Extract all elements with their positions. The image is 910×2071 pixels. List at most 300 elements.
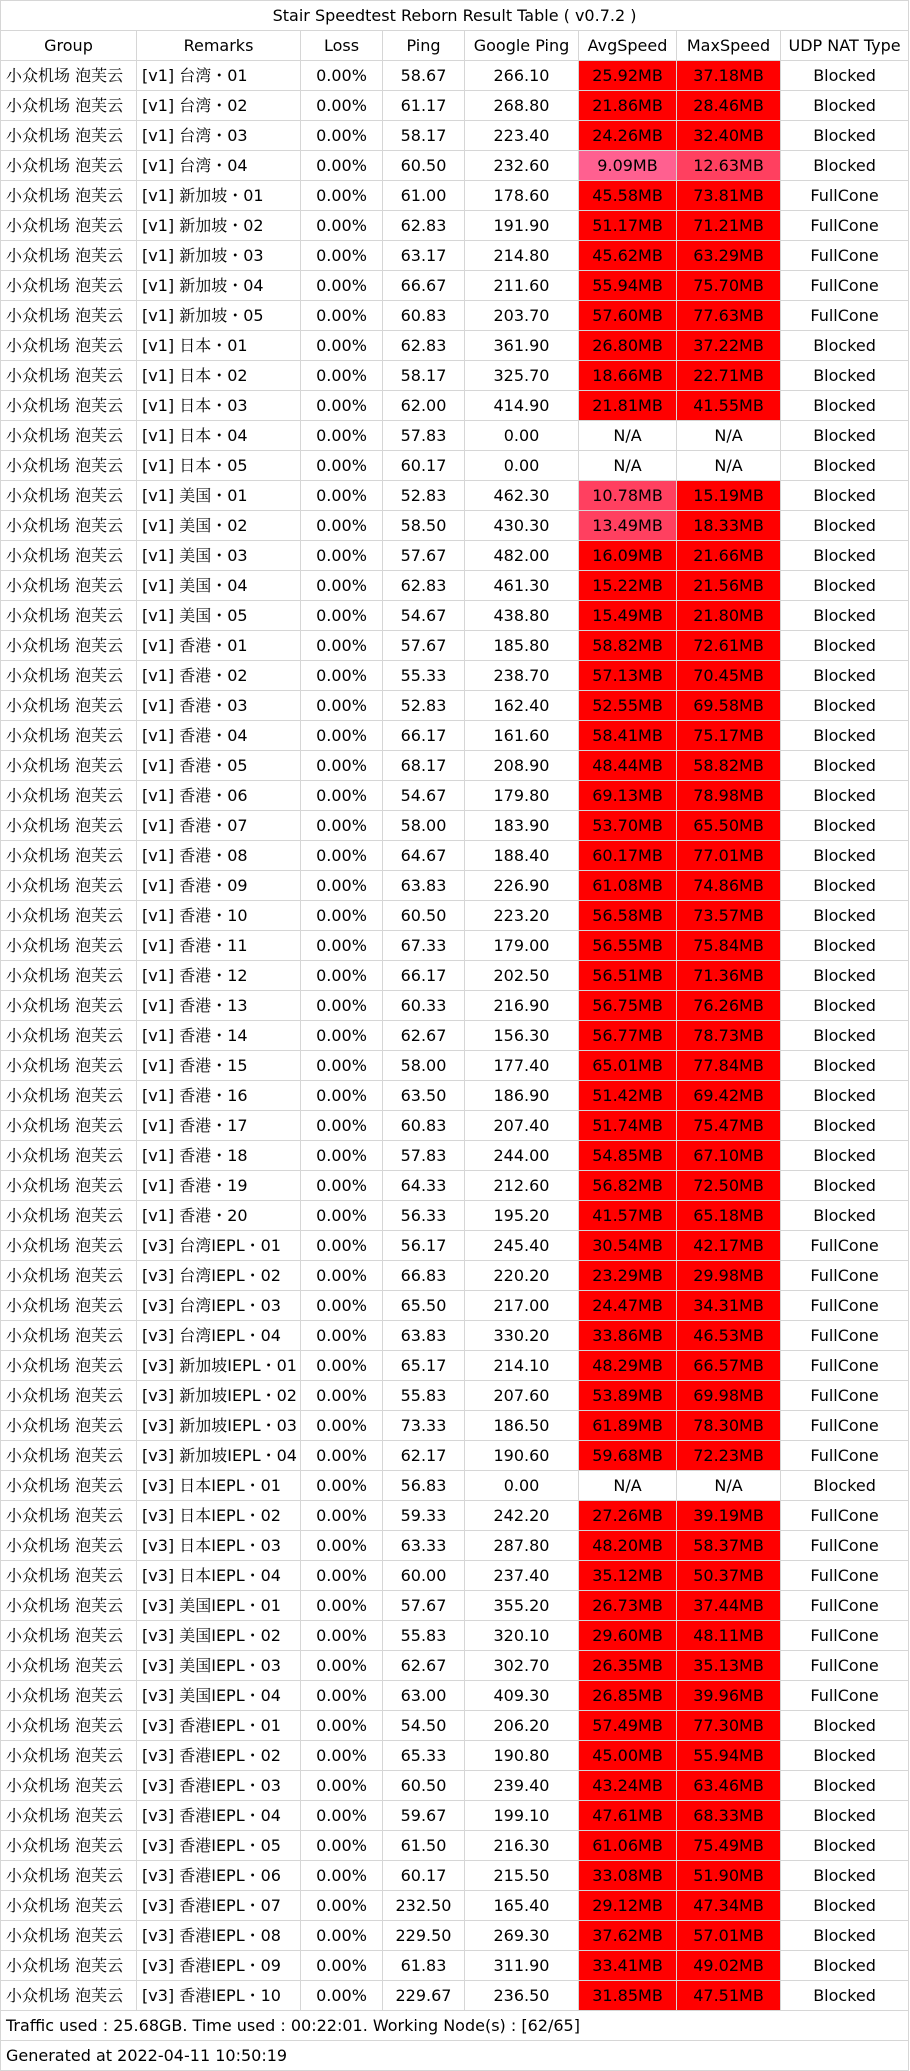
max-speed-cell: 32.40MB <box>677 121 781 151</box>
column-header: AvgSpeed <box>579 31 677 61</box>
table-row <box>1 1831 909 1861</box>
avg-speed-cell: 58.82MB <box>579 631 677 661</box>
loss-cell: 0.00% <box>301 361 383 391</box>
google-ping-cell: 0.00 <box>465 421 579 451</box>
group-cell: 小众机场 泡芙云 <box>1 1681 137 1711</box>
google-ping-cell: 183.90 <box>465 811 579 841</box>
group-cell: 小众机场 泡芙云 <box>1 1951 137 1981</box>
avg-speed-cell: 16.09MB <box>579 541 677 571</box>
loss-cell: 0.00% <box>301 1651 383 1681</box>
group-cell: 小众机场 泡芙云 <box>1 751 137 781</box>
loss-cell: 0.00% <box>301 811 383 841</box>
remarks-cell: [v3] 香港IEPL・10 <box>137 1981 301 2011</box>
footer-traffic-row <box>1 2011 909 2041</box>
ping-cell: 58.67 <box>383 61 465 91</box>
ping-cell: 66.17 <box>383 721 465 751</box>
google-ping-cell: 212.60 <box>465 1171 579 1201</box>
remarks-cell: [v3] 新加坡IEPL・02 <box>137 1381 301 1411</box>
loss-cell: 0.00% <box>301 931 383 961</box>
remarks-cell: [v3] 香港IEPL・02 <box>137 1741 301 1771</box>
max-speed-cell: 69.58MB <box>677 691 781 721</box>
max-speed-cell: 75.47MB <box>677 1111 781 1141</box>
avg-speed-cell: 51.74MB <box>579 1111 677 1141</box>
loss-cell: 0.00% <box>301 1471 383 1501</box>
remarks-cell: [v3] 日本IEPL・04 <box>137 1561 301 1591</box>
google-ping-cell: 409.30 <box>465 1681 579 1711</box>
loss-cell: 0.00% <box>301 1381 383 1411</box>
google-ping-cell: 191.90 <box>465 211 579 241</box>
max-speed-cell: 77.84MB <box>677 1051 781 1081</box>
loss-cell: 0.00% <box>301 421 383 451</box>
remarks-cell: [v1] 香港・16 <box>137 1081 301 1111</box>
table-row <box>1 1651 909 1681</box>
nat-type-cell: Blocked <box>781 811 909 841</box>
avg-speed-cell: 15.22MB <box>579 571 677 601</box>
nat-type-cell: FullCone <box>781 1261 909 1291</box>
avg-speed-cell: 55.94MB <box>579 271 677 301</box>
column-header: Google Ping <box>465 31 579 61</box>
google-ping-cell: 206.20 <box>465 1711 579 1741</box>
remarks-cell: [v3] 新加坡IEPL・04 <box>137 1441 301 1471</box>
max-speed-cell: 15.19MB <box>677 481 781 511</box>
table-row <box>1 211 909 241</box>
nat-type-cell: Blocked <box>781 1051 909 1081</box>
nat-type-cell: FullCone <box>781 1561 909 1591</box>
max-speed-cell: 78.73MB <box>677 1021 781 1051</box>
footer-generated-row <box>1 2041 909 2071</box>
loss-cell: 0.00% <box>301 841 383 871</box>
loss-cell: 0.00% <box>301 1441 383 1471</box>
remarks-cell: [v1] 香港・13 <box>137 991 301 1021</box>
ping-cell: 61.00 <box>383 181 465 211</box>
google-ping-cell: 199.10 <box>465 1801 579 1831</box>
google-ping-cell: 214.10 <box>465 1351 579 1381</box>
max-speed-cell: N/A <box>677 421 781 451</box>
google-ping-cell: 242.20 <box>465 1501 579 1531</box>
table-row <box>1 151 909 181</box>
google-ping-cell: 165.40 <box>465 1891 579 1921</box>
nat-type-cell: Blocked <box>781 1141 909 1171</box>
google-ping-cell: 162.40 <box>465 691 579 721</box>
table-row <box>1 1711 909 1741</box>
ping-cell: 63.33 <box>383 1531 465 1561</box>
max-speed-cell: 50.37MB <box>677 1561 781 1591</box>
group-cell: 小众机场 泡芙云 <box>1 1561 137 1591</box>
avg-speed-cell: 56.75MB <box>579 991 677 1021</box>
remarks-cell: [v1] 美国・02 <box>137 511 301 541</box>
group-cell: 小众机场 泡芙云 <box>1 1741 137 1771</box>
ping-cell: 55.33 <box>383 661 465 691</box>
table-row <box>1 751 909 781</box>
ping-cell: 54.67 <box>383 601 465 631</box>
ping-cell: 57.67 <box>383 1591 465 1621</box>
loss-cell: 0.00% <box>301 1951 383 1981</box>
nat-type-cell: FullCone <box>781 181 909 211</box>
ping-cell: 58.17 <box>383 361 465 391</box>
google-ping-cell: 220.20 <box>465 1261 579 1291</box>
max-speed-cell: 49.02MB <box>677 1951 781 1981</box>
loss-cell: 0.00% <box>301 1261 383 1291</box>
loss-cell: 0.00% <box>301 151 383 181</box>
loss-cell: 0.00% <box>301 1891 383 1921</box>
table-row <box>1 1891 909 1921</box>
google-ping-cell: 186.50 <box>465 1411 579 1441</box>
group-cell: 小众机场 泡芙云 <box>1 1231 137 1261</box>
max-speed-cell: 68.33MB <box>677 1801 781 1831</box>
remarks-cell: [v1] 香港・14 <box>137 1021 301 1051</box>
group-cell: 小众机场 泡芙云 <box>1 721 137 751</box>
ping-cell: 64.67 <box>383 841 465 871</box>
max-speed-cell: 77.63MB <box>677 301 781 331</box>
group-cell: 小众机场 泡芙云 <box>1 1411 137 1441</box>
avg-speed-cell: 33.41MB <box>579 1951 677 1981</box>
google-ping-cell: 185.80 <box>465 631 579 661</box>
table-row <box>1 781 909 811</box>
table-row <box>1 511 909 541</box>
table-body <box>1 1 909 2071</box>
max-speed-cell: 21.56MB <box>677 571 781 601</box>
loss-cell: 0.00% <box>301 991 383 1021</box>
nat-type-cell: Blocked <box>781 61 909 91</box>
max-speed-cell: 12.63MB <box>677 151 781 181</box>
max-speed-cell: 28.46MB <box>677 91 781 121</box>
ping-cell: 60.83 <box>383 301 465 331</box>
google-ping-cell: 239.40 <box>465 1771 579 1801</box>
ping-cell: 61.50 <box>383 1831 465 1861</box>
avg-speed-cell: 29.12MB <box>579 1891 677 1921</box>
table-row <box>1 1081 909 1111</box>
max-speed-cell: 47.34MB <box>677 1891 781 1921</box>
avg-speed-cell: 30.54MB <box>579 1231 677 1261</box>
ping-cell: 60.33 <box>383 991 465 1021</box>
avg-speed-cell: 18.66MB <box>579 361 677 391</box>
nat-type-cell: Blocked <box>781 961 909 991</box>
group-cell: 小众机场 泡芙云 <box>1 1591 137 1621</box>
loss-cell: 0.00% <box>301 1981 383 2011</box>
loss-cell: 0.00% <box>301 1711 383 1741</box>
remarks-cell: [v1] 香港・07 <box>137 811 301 841</box>
group-cell: 小众机场 泡芙云 <box>1 901 137 931</box>
nat-type-cell: Blocked <box>781 1021 909 1051</box>
google-ping-cell: 482.00 <box>465 541 579 571</box>
avg-speed-cell: N/A <box>579 421 677 451</box>
loss-cell: 0.00% <box>301 961 383 991</box>
avg-speed-cell: 43.24MB <box>579 1771 677 1801</box>
group-cell: 小众机场 泡芙云 <box>1 1471 137 1501</box>
remarks-cell: [v1] 美国・01 <box>137 481 301 511</box>
group-cell: 小众机场 泡芙云 <box>1 631 137 661</box>
nat-type-cell: Blocked <box>781 1981 909 2011</box>
ping-cell: 52.83 <box>383 481 465 511</box>
ping-cell: 57.67 <box>383 541 465 571</box>
google-ping-cell: 361.90 <box>465 331 579 361</box>
avg-speed-cell: 24.26MB <box>579 121 677 151</box>
nat-type-cell: FullCone <box>781 1291 909 1321</box>
loss-cell: 0.00% <box>301 751 383 781</box>
google-ping-cell: 190.80 <box>465 1741 579 1771</box>
nat-type-cell: Blocked <box>781 751 909 781</box>
remarks-cell: [v1] 日本・01 <box>137 331 301 361</box>
avg-speed-cell: 29.60MB <box>579 1621 677 1651</box>
avg-speed-cell: 56.58MB <box>579 901 677 931</box>
table-row <box>1 1531 909 1561</box>
google-ping-cell: 211.60 <box>465 271 579 301</box>
table-row <box>1 61 909 91</box>
avg-speed-cell: 15.49MB <box>579 601 677 631</box>
google-ping-cell: 223.40 <box>465 121 579 151</box>
ping-cell: 58.00 <box>383 811 465 841</box>
google-ping-cell: 461.30 <box>465 571 579 601</box>
loss-cell: 0.00% <box>301 691 383 721</box>
nat-type-cell: Blocked <box>781 421 909 451</box>
remarks-cell: [v1] 台湾・01 <box>137 61 301 91</box>
remarks-cell: [v3] 香港IEPL・01 <box>137 1711 301 1741</box>
remarks-cell: [v1] 香港・17 <box>137 1111 301 1141</box>
avg-speed-cell: 57.49MB <box>579 1711 677 1741</box>
table-row <box>1 421 909 451</box>
group-cell: 小众机场 泡芙云 <box>1 361 137 391</box>
nat-type-cell: Blocked <box>781 511 909 541</box>
table-row <box>1 331 909 361</box>
ping-cell: 57.83 <box>383 421 465 451</box>
group-cell: 小众机场 泡芙云 <box>1 1651 137 1681</box>
avg-speed-cell: 51.17MB <box>579 211 677 241</box>
nat-type-cell: Blocked <box>781 331 909 361</box>
google-ping-cell: 268.80 <box>465 91 579 121</box>
remarks-cell: [v3] 台湾IEPL・01 <box>137 1231 301 1261</box>
nat-type-cell: Blocked <box>781 1081 909 1111</box>
column-header: MaxSpeed <box>677 31 781 61</box>
loss-cell: 0.00% <box>301 301 383 331</box>
table-row <box>1 271 909 301</box>
loss-cell: 0.00% <box>301 1591 383 1621</box>
loss-cell: 0.00% <box>301 211 383 241</box>
table-title: Stair Speedtest Reborn Result Table ( v0.7.2 ) <box>1 1 909 31</box>
google-ping-cell: 177.40 <box>465 1051 579 1081</box>
ping-cell: 57.67 <box>383 631 465 661</box>
avg-speed-cell: 41.57MB <box>579 1201 677 1231</box>
max-speed-cell: N/A <box>677 451 781 481</box>
ping-cell: 229.67 <box>383 1981 465 2011</box>
google-ping-cell: 186.90 <box>465 1081 579 1111</box>
footer-generated: Generated at 2022-04-11 10:50:19 <box>1 2041 909 2071</box>
ping-cell: 62.83 <box>383 211 465 241</box>
max-speed-cell: 37.18MB <box>677 61 781 91</box>
table-row <box>1 1621 909 1651</box>
remarks-cell: [v1] 日本・05 <box>137 451 301 481</box>
google-ping-cell: 190.60 <box>465 1441 579 1471</box>
avg-speed-cell: 26.35MB <box>579 1651 677 1681</box>
ping-cell: 56.83 <box>383 1471 465 1501</box>
max-speed-cell: 72.23MB <box>677 1441 781 1471</box>
loss-cell: 0.00% <box>301 91 383 121</box>
ping-cell: 54.50 <box>383 1711 465 1741</box>
table-row <box>1 301 909 331</box>
group-cell: 小众机场 泡芙云 <box>1 61 137 91</box>
max-speed-cell: 55.94MB <box>677 1741 781 1771</box>
google-ping-cell: 202.50 <box>465 961 579 991</box>
remarks-cell: [v3] 日本IEPL・01 <box>137 1471 301 1501</box>
ping-cell: 55.83 <box>383 1621 465 1651</box>
table-row <box>1 811 909 841</box>
loss-cell: 0.00% <box>301 1021 383 1051</box>
avg-speed-cell: 26.85MB <box>579 1681 677 1711</box>
group-cell: 小众机场 泡芙云 <box>1 301 137 331</box>
remarks-cell: [v1] 香港・04 <box>137 721 301 751</box>
google-ping-cell: 245.40 <box>465 1231 579 1261</box>
max-speed-cell: 48.11MB <box>677 1621 781 1651</box>
table-row <box>1 1141 909 1171</box>
group-cell: 小众机场 泡芙云 <box>1 181 137 211</box>
group-cell: 小众机场 泡芙云 <box>1 1111 137 1141</box>
max-speed-cell: 51.90MB <box>677 1861 781 1891</box>
ping-cell: 60.50 <box>383 1771 465 1801</box>
group-cell: 小众机场 泡芙云 <box>1 421 137 451</box>
google-ping-cell: 0.00 <box>465 451 579 481</box>
avg-speed-cell: 26.73MB <box>579 1591 677 1621</box>
google-ping-cell: 462.30 <box>465 481 579 511</box>
loss-cell: 0.00% <box>301 1861 383 1891</box>
max-speed-cell: 66.57MB <box>677 1351 781 1381</box>
nat-type-cell: Blocked <box>781 1471 909 1501</box>
group-cell: 小众机场 泡芙云 <box>1 1711 137 1741</box>
nat-type-cell: Blocked <box>781 391 909 421</box>
loss-cell: 0.00% <box>301 601 383 631</box>
remarks-cell: [v1] 新加坡・03 <box>137 241 301 271</box>
google-ping-cell: 203.70 <box>465 301 579 331</box>
nat-type-cell: Blocked <box>781 1111 909 1141</box>
table-row <box>1 1861 909 1891</box>
group-cell: 小众机场 泡芙云 <box>1 1921 137 1951</box>
table-row <box>1 481 909 511</box>
avg-speed-cell: 37.62MB <box>579 1921 677 1951</box>
remarks-cell: [v1] 香港・08 <box>137 841 301 871</box>
nat-type-cell: Blocked <box>781 1741 909 1771</box>
nat-type-cell: FullCone <box>781 1441 909 1471</box>
ping-cell: 63.17 <box>383 241 465 271</box>
table-row <box>1 1561 909 1591</box>
table-row <box>1 991 909 1021</box>
table-row <box>1 631 909 661</box>
loss-cell: 0.00% <box>301 1081 383 1111</box>
loss-cell: 0.00% <box>301 1531 383 1561</box>
footer-traffic: Traffic used : 25.68GB. Time used : 00:22:01. Working Node(s) : [62/65] <box>1 2011 909 2041</box>
avg-speed-cell: 60.17MB <box>579 841 677 871</box>
group-cell: 小众机场 泡芙云 <box>1 991 137 1021</box>
remarks-cell: [v1] 香港・02 <box>137 661 301 691</box>
table-row <box>1 871 909 901</box>
header-row <box>1 31 909 61</box>
group-cell: 小众机场 泡芙云 <box>1 1321 137 1351</box>
avg-speed-cell: 33.08MB <box>579 1861 677 1891</box>
nat-type-cell: FullCone <box>781 271 909 301</box>
ping-cell: 229.50 <box>383 1921 465 1951</box>
loss-cell: 0.00% <box>301 1201 383 1231</box>
avg-speed-cell: 21.86MB <box>579 91 677 121</box>
google-ping-cell: 232.60 <box>465 151 579 181</box>
group-cell: 小众机场 泡芙云 <box>1 1171 137 1201</box>
group-cell: 小众机场 泡芙云 <box>1 841 137 871</box>
nat-type-cell: FullCone <box>781 1651 909 1681</box>
nat-type-cell: Blocked <box>781 151 909 181</box>
ping-cell: 62.00 <box>383 391 465 421</box>
max-speed-cell: 67.10MB <box>677 1141 781 1171</box>
google-ping-cell: 217.00 <box>465 1291 579 1321</box>
table-row <box>1 661 909 691</box>
loss-cell: 0.00% <box>301 1171 383 1201</box>
group-cell: 小众机场 泡芙云 <box>1 1801 137 1831</box>
avg-speed-cell: 31.85MB <box>579 1981 677 2011</box>
table-row <box>1 1471 909 1501</box>
title-row <box>1 1 909 31</box>
remarks-cell: [v1] 香港・09 <box>137 871 301 901</box>
avg-speed-cell: 61.89MB <box>579 1411 677 1441</box>
nat-type-cell: Blocked <box>781 121 909 151</box>
max-speed-cell: 18.33MB <box>677 511 781 541</box>
nat-type-cell: FullCone <box>781 1591 909 1621</box>
avg-speed-cell: 65.01MB <box>579 1051 677 1081</box>
loss-cell: 0.00% <box>301 1741 383 1771</box>
max-speed-cell: 77.01MB <box>677 841 781 871</box>
max-speed-cell: 37.22MB <box>677 331 781 361</box>
group-cell: 小众机场 泡芙云 <box>1 1291 137 1321</box>
table-row <box>1 1771 909 1801</box>
nat-type-cell: FullCone <box>781 1531 909 1561</box>
remarks-cell: [v1] 台湾・04 <box>137 151 301 181</box>
google-ping-cell: 216.90 <box>465 991 579 1021</box>
loss-cell: 0.00% <box>301 1351 383 1381</box>
remarks-cell: [v1] 香港・20 <box>137 1201 301 1231</box>
google-ping-cell: 236.50 <box>465 1981 579 2011</box>
remarks-cell: [v3] 新加坡IEPL・01 <box>137 1351 301 1381</box>
max-speed-cell: 41.55MB <box>677 391 781 421</box>
column-header: Group <box>1 31 137 61</box>
table-row <box>1 1921 909 1951</box>
loss-cell: 0.00% <box>301 1681 383 1711</box>
remarks-cell: [v3] 美国IEPL・02 <box>137 1621 301 1651</box>
google-ping-cell: 237.40 <box>465 1561 579 1591</box>
avg-speed-cell: 13.49MB <box>579 511 677 541</box>
max-speed-cell: 57.01MB <box>677 1921 781 1951</box>
remarks-cell: [v3] 美国IEPL・03 <box>137 1651 301 1681</box>
group-cell: 小众机场 泡芙云 <box>1 481 137 511</box>
avg-speed-cell: 48.44MB <box>579 751 677 781</box>
avg-speed-cell: 48.20MB <box>579 1531 677 1561</box>
nat-type-cell: Blocked <box>781 631 909 661</box>
group-cell: 小众机场 泡芙云 <box>1 1021 137 1051</box>
table-row <box>1 901 909 931</box>
group-cell: 小众机场 泡芙云 <box>1 1531 137 1561</box>
remarks-cell: [v1] 香港・01 <box>137 631 301 661</box>
ping-cell: 63.00 <box>383 1681 465 1711</box>
remarks-cell: [v3] 香港IEPL・03 <box>137 1771 301 1801</box>
ping-cell: 73.33 <box>383 1411 465 1441</box>
avg-speed-cell: 45.62MB <box>579 241 677 271</box>
table-row <box>1 1441 909 1471</box>
max-speed-cell: 77.30MB <box>677 1711 781 1741</box>
loss-cell: 0.00% <box>301 1291 383 1321</box>
group-cell: 小众机场 泡芙云 <box>1 661 137 691</box>
avg-speed-cell: 9.09MB <box>579 151 677 181</box>
max-speed-cell: 39.19MB <box>677 1501 781 1531</box>
remarks-cell: [v1] 香港・11 <box>137 931 301 961</box>
nat-type-cell: Blocked <box>781 931 909 961</box>
table-row <box>1 841 909 871</box>
loss-cell: 0.00% <box>301 1411 383 1441</box>
nat-type-cell: Blocked <box>781 1831 909 1861</box>
group-cell: 小众机场 泡芙云 <box>1 811 137 841</box>
nat-type-cell: Blocked <box>781 991 909 1021</box>
